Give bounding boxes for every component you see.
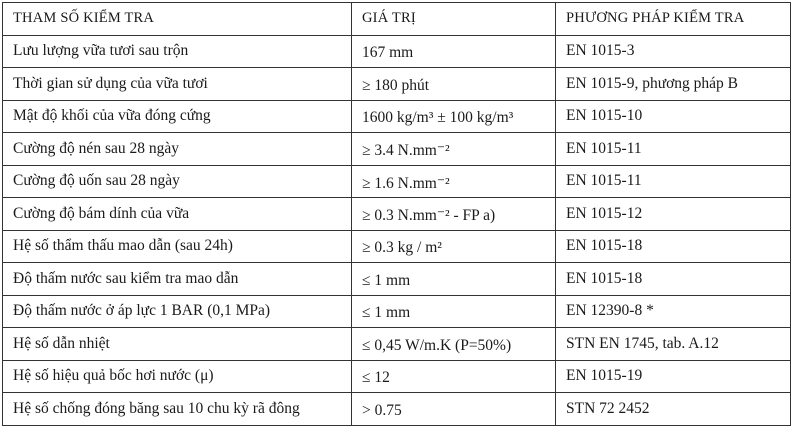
row-value xyxy=(352,230,556,263)
table-header-row xyxy=(3,3,791,36)
table-row xyxy=(3,35,791,68)
row-parameter: Cường độ nén sau 28 ngày xyxy=(3,133,352,166)
row-parameter: Độ thấm nước sau kiểm tra mao dẫn xyxy=(3,263,352,296)
table-row xyxy=(3,360,791,393)
table-row xyxy=(3,198,791,231)
table-row xyxy=(3,165,791,198)
row-method: STN 72 2452 xyxy=(556,393,791,426)
row-parameter: Độ thấm nước ở áp lực 1 BAR (0,1 MPa) xyxy=(3,295,352,328)
row-method: EN 12390-8 * xyxy=(556,295,791,328)
table-row xyxy=(3,393,791,426)
row-value-text: ≥ 1.6 N.mm⁻² xyxy=(362,174,450,192)
row-method: EN 1015-18 xyxy=(556,230,791,263)
table-row xyxy=(3,295,791,328)
table-row xyxy=(3,100,791,133)
row-value xyxy=(352,100,556,133)
row-value-text: ≤ 1 mm xyxy=(362,271,411,289)
row-value xyxy=(352,295,556,328)
row-parameter: Cường độ bám dính của vữa xyxy=(3,198,352,231)
row-method: EN 1015-9, phương pháp B xyxy=(556,68,791,101)
row-parameter: Thời gian sử dụng của vữa tươi xyxy=(3,68,352,101)
row-value-text: > 0.75 xyxy=(362,401,402,419)
table-row xyxy=(3,263,791,296)
row-value-text: ≥ 3.4 N.mm⁻² xyxy=(362,142,450,160)
header-method: PHƯƠNG PHÁP KIỂM TRA xyxy=(556,3,791,36)
row-parameter: Hệ số hiệu quả bốc hơi nước (μ) xyxy=(3,360,352,393)
row-value xyxy=(352,360,556,393)
row-value xyxy=(352,328,556,361)
row-value xyxy=(352,133,556,166)
row-value xyxy=(352,198,556,231)
row-value-text: 167 mm xyxy=(362,44,414,62)
row-value xyxy=(352,393,556,426)
row-parameter: Mật độ khối của vữa đóng cứng xyxy=(3,100,352,133)
test-parameters-table xyxy=(2,2,791,426)
row-value xyxy=(352,263,556,296)
row-method: EN 1015-12 xyxy=(556,198,791,231)
table-row xyxy=(3,68,791,101)
row-value xyxy=(352,68,556,101)
row-parameter: Hệ số dẫn nhiệt xyxy=(3,328,352,361)
row-value-text: ≥ 0.3 N.mm⁻² - FP a) xyxy=(362,207,496,225)
row-method: EN 1015-11 xyxy=(556,133,791,166)
row-method: EN 1015-3 xyxy=(556,35,791,68)
header-value: GIÁ TRỊ xyxy=(352,3,556,36)
header-parameter: THAM SỐ KIỂM TRA xyxy=(3,3,352,36)
row-parameter: Lưu lượng vữa tươi sau trộn xyxy=(3,35,352,68)
row-value-text: ≥ 0.3 kg / m² xyxy=(362,239,442,257)
row-value-text: ≥ 180 phút xyxy=(362,76,430,94)
row-value xyxy=(352,35,556,68)
table-row xyxy=(3,230,791,263)
row-method: EN 1015-10 xyxy=(556,100,791,133)
row-method: STN EN 1745, tab. A.12 xyxy=(556,328,791,361)
table-row xyxy=(3,133,791,166)
table-row xyxy=(3,328,791,361)
row-parameter: Cường độ uốn sau 28 ngày xyxy=(3,165,352,198)
row-value-text: 1600 kg/m³ ± 100 kg/m³ xyxy=(362,109,514,127)
row-method: EN 1015-18 xyxy=(556,263,791,296)
row-method: EN 1015-11 xyxy=(556,165,791,198)
row-value-text: ≤ 1 mm xyxy=(362,304,411,322)
row-parameter: Hệ số chống đóng băng sau 10 chu kỳ rã đông xyxy=(3,393,352,426)
row-value xyxy=(352,165,556,198)
row-value-text: ≤ 12 xyxy=(362,369,390,387)
row-method: EN 1015-19 xyxy=(556,360,791,393)
row-value-text: ≤ 0,45 W/m.K (P=50%) xyxy=(362,336,512,354)
row-parameter: Hệ số thẩm thấu mao dẫn (sau 24h) xyxy=(3,230,352,263)
